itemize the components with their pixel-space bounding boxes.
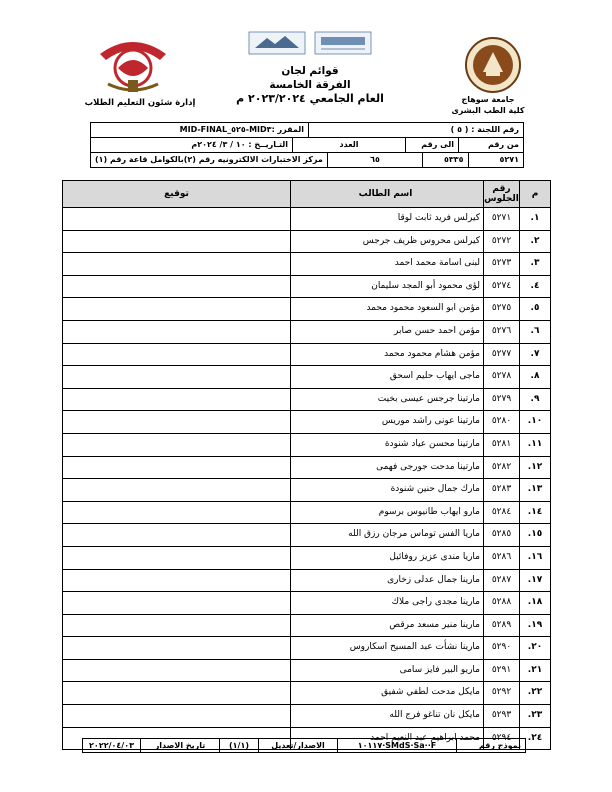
- seat-number: ٥٢٨٩: [483, 615, 519, 637]
- student-name: ماريا الفس توماس مرجان رزق الله: [290, 524, 483, 546]
- accreditation-logos-icon: [245, 30, 375, 56]
- table-row: [63, 502, 550, 525]
- student-name: لؤى محمود أبو المجد سليمان: [290, 276, 483, 298]
- row-number: ١٧.: [519, 570, 550, 592]
- department-name: إدارة شئون التعليم الطلاب: [84, 98, 196, 108]
- table-row: [63, 637, 550, 660]
- seat-number: ٥٢٧٧: [483, 344, 519, 366]
- table-row: [63, 231, 550, 254]
- student-name: مايكل نان تناغو فرج الله: [290, 705, 483, 727]
- seat-number: ٥٢٨٧: [483, 570, 519, 592]
- table-row: [63, 366, 550, 389]
- signature-cell: [63, 705, 290, 727]
- edition-label: الاصدار/تعديل: [258, 739, 337, 752]
- row-number: ٦.: [519, 321, 550, 343]
- row-number: ١٩.: [519, 615, 550, 637]
- seat-number: ٥٢٨٢: [483, 457, 519, 479]
- student-name: مارينا نشأت عبد المسيح اسكاروس: [290, 637, 483, 659]
- seat-number: ٥٢٩٢: [483, 682, 519, 704]
- row-number: ٨.: [519, 366, 550, 388]
- signature-cell: [63, 411, 290, 433]
- signature-cell: [63, 592, 290, 614]
- row-number: ١.: [519, 208, 550, 230]
- student-name: ماريو البير فايز سامى: [290, 660, 483, 682]
- to-number-value: ٥٣٣٥: [422, 153, 467, 167]
- university-crest-icon: [464, 36, 522, 94]
- student-name: مؤمن هشام محمود محمد: [290, 344, 483, 366]
- row-number: ١٨.: [519, 592, 550, 614]
- seat-number: ٥٢٧٣: [483, 253, 519, 275]
- table-row: [63, 208, 550, 231]
- signature-cell: [63, 389, 290, 411]
- row-number: ٥.: [519, 298, 550, 320]
- seat-number: ٥٢٨٠: [483, 411, 519, 433]
- seat-number: ٥٢٧٤: [483, 276, 519, 298]
- table-row: [63, 570, 550, 593]
- row-number: ١٤.: [519, 502, 550, 524]
- student-name: مارينا منير مسعد مرقص: [290, 615, 483, 637]
- column-header-seat: رقم الجلوس: [483, 181, 519, 207]
- table-row: [63, 276, 550, 299]
- exam-date: التـاريــخ : ١٠ / ٣/ ٢٠٢٤م: [191, 140, 288, 149]
- from-number-value: ٥٢٧١: [468, 153, 523, 167]
- student-name: لبنى اسامة محمد احمد: [290, 253, 483, 275]
- student-name: مؤمن احمد حسن صابر: [290, 321, 483, 343]
- signature-cell: [63, 524, 290, 546]
- student-name: مارتينا عونى راشد موريس: [290, 411, 483, 433]
- row-number: ٢٣.: [519, 705, 550, 727]
- count-value: ٦٥: [327, 153, 422, 167]
- signature-cell: [63, 298, 290, 320]
- table-header: [63, 181, 550, 208]
- signature-cell: [63, 660, 290, 682]
- row-number: ٢.: [519, 231, 550, 253]
- row-number: ١٦.: [519, 547, 550, 569]
- table-row: [63, 592, 550, 615]
- row-number: ٣.: [519, 253, 550, 275]
- student-name: مايكل مدحت لطفي شفيق: [290, 682, 483, 704]
- seat-number: ٥٢٩٤: [483, 728, 519, 750]
- faculty-name: كلية الطب البشرى: [451, 106, 525, 115]
- student-name: مارينا مجدى راجى ملاك: [290, 592, 483, 614]
- signature-cell: [63, 457, 290, 479]
- seat-number: ٥٢٨٥: [483, 524, 519, 546]
- row-number: ١٠.: [519, 411, 550, 433]
- to-number-label: الى رقم: [405, 138, 458, 152]
- form-number-label: نموذج رقم: [456, 739, 525, 752]
- row-number: ١٥.: [519, 524, 550, 546]
- table-row: [63, 321, 550, 344]
- student-name: مؤمن ابو السعود محمود محمد: [290, 298, 483, 320]
- seat-number: ٥٢٧٦: [483, 321, 519, 343]
- row-number: ٧.: [519, 344, 550, 366]
- table-row: [63, 615, 550, 638]
- student-affairs-logo-icon: [90, 34, 176, 98]
- student-name: كيرلس محروس ظريف جرجس: [290, 231, 483, 253]
- seat-number: ٥٢٧٢: [483, 231, 519, 253]
- student-name: مارو ايهاب طانيوس برسوم: [290, 502, 483, 524]
- signature-cell: [63, 434, 290, 456]
- student-name: ماريا مندى عزيز روفائيل: [290, 547, 483, 569]
- table-row: [63, 434, 550, 457]
- row-number: ٢٢.: [519, 682, 550, 704]
- edition-value: (١/١): [219, 739, 258, 752]
- seat-number: ٥٢٩٠: [483, 637, 519, 659]
- university-name-block: [440, 94, 536, 116]
- student-name: مارتينا محسن عياد شنودة: [290, 434, 483, 456]
- row-number: ٢١.: [519, 660, 550, 682]
- signature-cell: [63, 366, 290, 388]
- student-name: مارتينا جرجس عيسى بخيت: [290, 389, 483, 411]
- signature-cell: [63, 615, 290, 637]
- from-number-label: من رقم: [458, 138, 523, 152]
- table-row: [63, 524, 550, 547]
- table-row: [63, 479, 550, 502]
- student-name: ماجى ايهاب حليم اسحق: [290, 366, 483, 388]
- committee-info-box: [90, 122, 524, 168]
- table-row: [63, 389, 550, 412]
- student-name: مارينا جمال عدلى زخارى: [290, 570, 483, 592]
- signature-cell: [63, 253, 290, 275]
- signature-cell: [63, 276, 290, 298]
- row-number: ١١.: [519, 434, 550, 456]
- row-number: ٢٤.: [519, 728, 550, 750]
- document-header: [70, 28, 542, 118]
- seat-number: ٥٢٨٤: [483, 502, 519, 524]
- seat-number: ٥٢٧١: [483, 208, 519, 230]
- signature-cell: [63, 208, 290, 230]
- course-code: المقرر :MID٣-٥٢٥_MID-FINAL: [179, 125, 304, 134]
- table-row: [63, 547, 550, 570]
- column-header-name: اسم الطالب: [290, 181, 483, 207]
- column-header-signature: توقيع: [164, 189, 189, 199]
- signature-cell: [63, 637, 290, 659]
- row-number: ٢٠.: [519, 637, 550, 659]
- table-row: [63, 682, 550, 705]
- issue-date-value: ٢٠٢٢/٠٤/٠٣: [89, 741, 134, 750]
- seat-number: ٥٢٨٨: [483, 592, 519, 614]
- signature-cell: [63, 321, 290, 343]
- seat-number: ٥٢٩١: [483, 660, 519, 682]
- seat-number: ٥٢٧٥: [483, 298, 519, 320]
- table-row: [63, 411, 550, 434]
- row-number: ١٢.: [519, 457, 550, 479]
- table-row: [63, 344, 550, 367]
- signature-cell: [63, 344, 290, 366]
- form-footer: [82, 738, 526, 753]
- seat-number: ٥٢٨٣: [483, 479, 519, 501]
- info-row: [91, 153, 523, 167]
- row-number: ٤.: [519, 276, 550, 298]
- signature-cell: [63, 570, 290, 592]
- university-name: جامعة سوهاج: [461, 95, 515, 104]
- row-number: ٩.: [519, 389, 550, 411]
- table-row: [63, 457, 550, 480]
- table-row: [63, 253, 550, 276]
- grade-title: الفرقة الخامسة: [269, 79, 351, 91]
- students-table: [62, 180, 551, 750]
- table-row: [63, 705, 550, 728]
- list-title-block: [220, 64, 400, 106]
- row-number: ١٣.: [519, 479, 550, 501]
- exam-center: مركز الاختبارات الالكترونيه رقم (٢)بالكوامل قاعة رقم (١): [94, 155, 323, 164]
- seat-number: ٥٢٧٨: [483, 366, 519, 388]
- list-title: قوائم لجان: [281, 65, 339, 77]
- signature-cell: [63, 479, 290, 501]
- seat-number: ٥٢٨٦: [483, 547, 519, 569]
- committee-number: رقم اللجنة : ( ٥ ): [308, 123, 523, 137]
- signature-cell: [63, 231, 290, 253]
- seat-number: ٥٢٧٩: [483, 389, 519, 411]
- table-row: [63, 660, 550, 683]
- signature-cell: [63, 502, 290, 524]
- table-body: [63, 208, 550, 749]
- student-name: مارك جمال حنين شنودة: [290, 479, 483, 501]
- column-header-number: م: [519, 181, 550, 207]
- signature-cell: [63, 682, 290, 704]
- info-row: [91, 123, 523, 138]
- info-row: [91, 138, 523, 153]
- count-label: العدد: [292, 138, 405, 152]
- academic-year: العام الجامعي ٢٠٢٣/٢٠٢٤ م: [236, 92, 384, 105]
- signature-cell: [63, 547, 290, 569]
- seat-number: ٥٢٨١: [483, 434, 519, 456]
- seat-number: ٥٢٩٣: [483, 705, 519, 727]
- issue-date-label: تاريخ الاصدار: [140, 739, 219, 752]
- student-name: مارتينا مدحت جورجى فهمى: [290, 457, 483, 479]
- student-name: محمد ابراهيم عبد النعيم احمد: [290, 728, 483, 750]
- student-name: كيرلس فريد ثابت لوقا: [290, 208, 483, 230]
- table-row: [63, 298, 550, 321]
- form-code: SMdS·Sa··F·١٠١١٧: [337, 739, 456, 752]
